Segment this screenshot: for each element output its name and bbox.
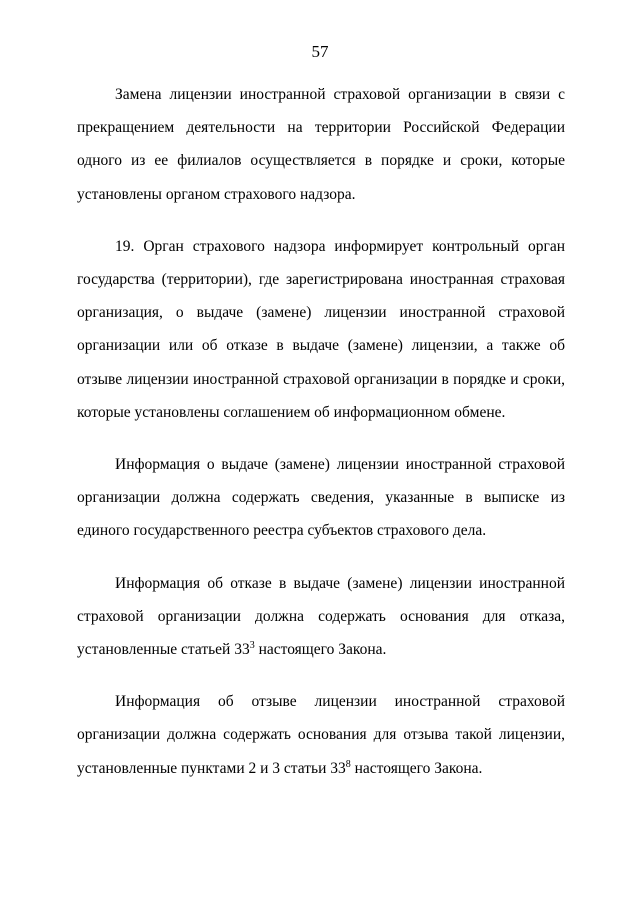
- paragraph-revocation-info: [77, 685, 565, 785]
- paragraph-text: Замена лицензии иностранной страховой организации в связи с прекращением деятельности на территории Российской Федерации одного из ее филиалов осуществляется в порядке и сроки, которые установлены органом страхового надзора.: [77, 86, 565, 203]
- paragraph-refusal-info: [77, 567, 565, 667]
- article-superscript: 3: [249, 639, 255, 651]
- paragraph-item-19: [77, 230, 565, 429]
- document-body: [77, 78, 565, 804]
- paragraph-issue-info: [77, 448, 565, 548]
- article-superscript: 8: [345, 758, 351, 770]
- page-number: 57: [311, 42, 329, 61]
- paragraph-text: Информация об отказе в выдаче (замене) лицензии иностранной страховой организации должна содержать основания для отказа, установленные статьей 33: [77, 574, 565, 659]
- paragraph-text-tail: настоящего Закона.: [254, 641, 387, 659]
- paragraph-text: Информация о выдаче (замене) лицензии иностранной страховой организации должна содержать сведения, указанные в выписке из единого государственного реестра субъектов страхового дела.: [77, 456, 565, 540]
- paragraph-text: Информация об отзыве лицензии иностранной страховой организации должна содержать основания для отзыва такой лицензии, установленные пунктами 2 и 3 статьи 33: [77, 693, 565, 777]
- paragraph-text: 19. Орган страхового надзора информирует контрольный орган государства (территории), где зарегистрирована иностранная страховая организация, о выдаче (замене) лицензии иностранной страховой организации или об отказе в выдаче (замене) лицензии, а также об отзыве лицензии иностранной страховой организации в порядке и сроки, которые установлены соглашением об информационном обмене.: [77, 237, 565, 421]
- paragraph-text-tail: настоящего Закона.: [350, 759, 483, 777]
- paragraph-license-replacement: [77, 78, 565, 211]
